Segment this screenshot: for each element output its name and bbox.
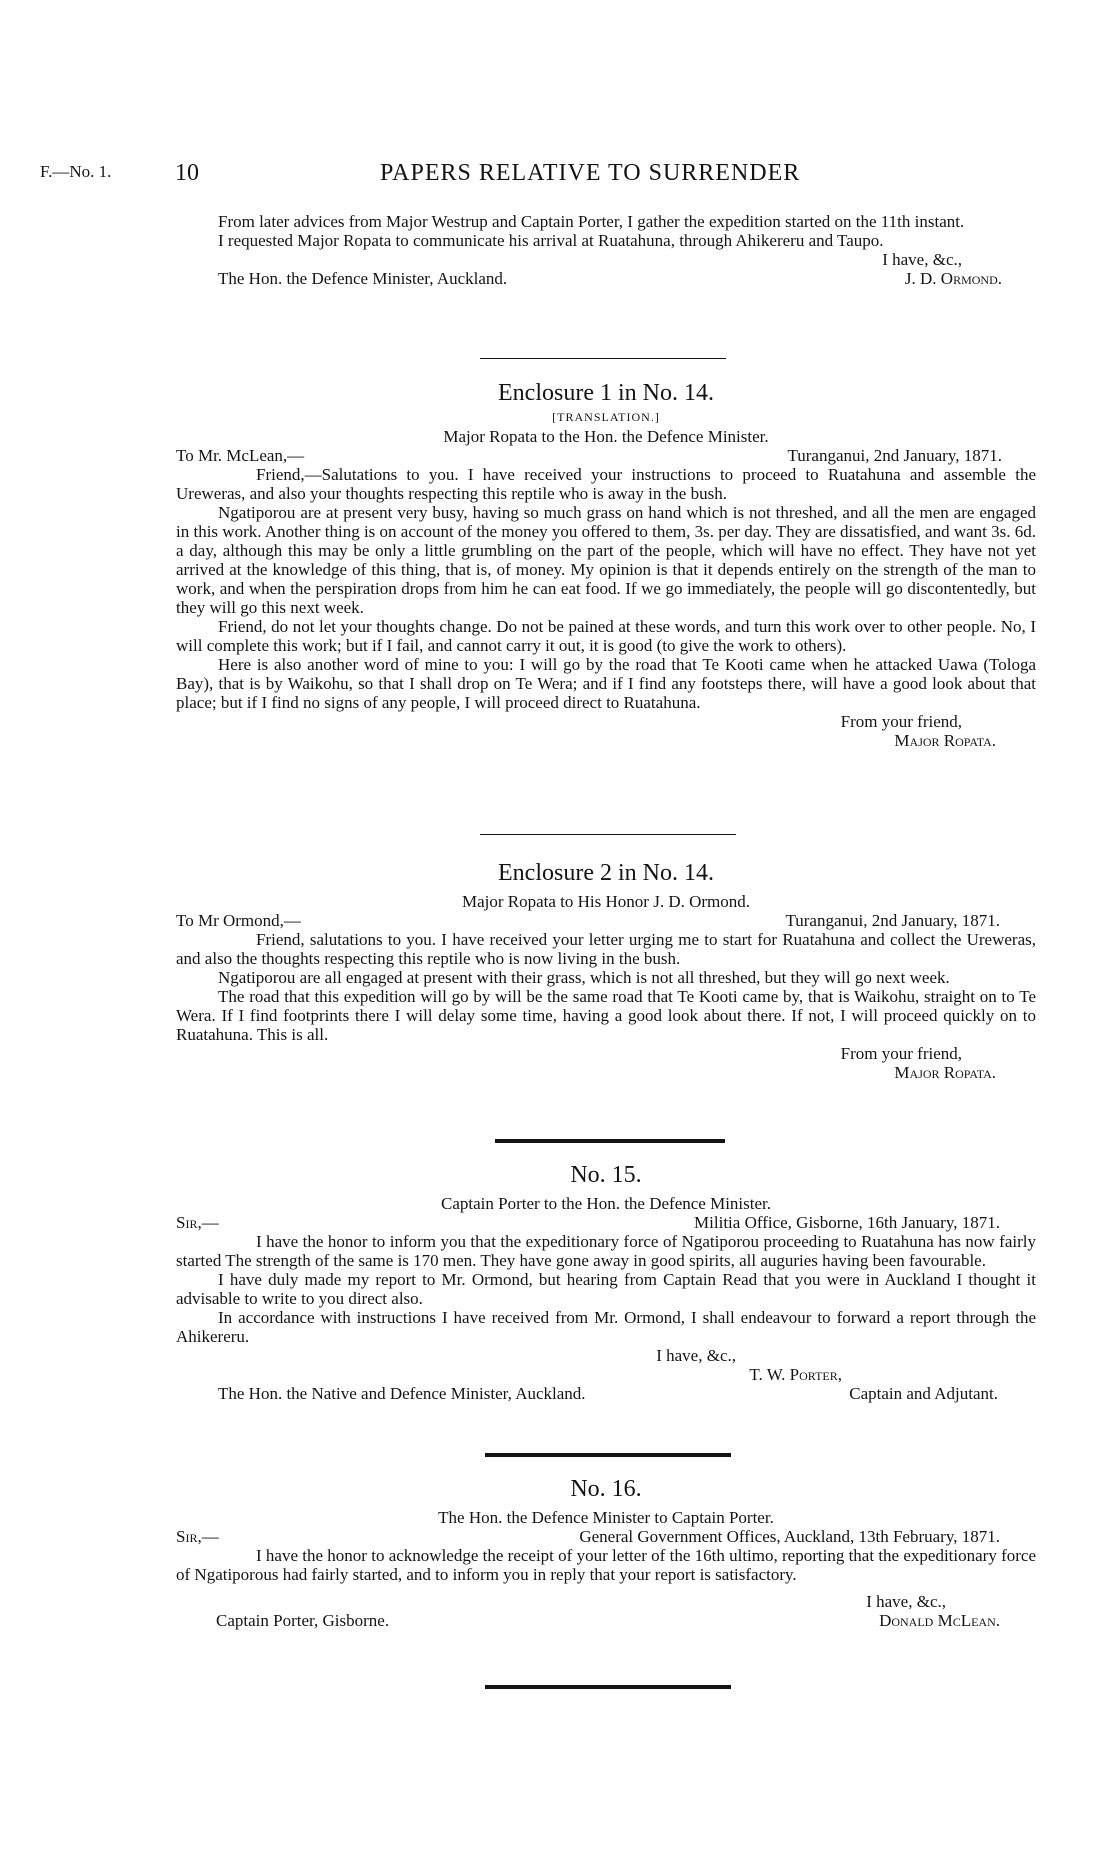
salutation: To Mr Ormond,— <box>176 911 301 930</box>
closing: I have, &c., <box>882 250 962 269</box>
letter-paragraph: I have the honor to inform you that the expeditionary force of Ngatiporou proceeding to Ruatahuna has now fairly started The strength of the same is 170 men. They have gone away in good spirits, all auguries having been favourable. <box>176 1232 1036 1270</box>
intro-paragraph: From later advices from Major Westrup and Captain Porter, I gather the expedition started on the 11th instant. <box>218 212 965 231</box>
section-subheading: Major Ropata to the Hon. the Defence Minister. <box>443 427 769 446</box>
signature: Major Ropata. <box>894 731 996 750</box>
section-heading: Enclosure 2 in No. 14. <box>498 860 714 886</box>
closing: From your friend, <box>840 712 962 731</box>
salutation-row <box>176 1527 1036 1546</box>
section-subheading: The Hon. the Defence Minister to Captain Porter. <box>438 1508 774 1527</box>
letter-paragraph: In accordance with instructions I have received from Mr. Ormond, I shall endeavour to forward a report through the Ahikereru. <box>176 1308 1036 1346</box>
addressee: The Hon. the Defence Minister, Auckland. <box>218 269 508 288</box>
intro-section <box>176 212 1036 288</box>
place-date: General Government Offices, Auckland, 13th February, 1871. <box>579 1527 1000 1546</box>
page-number: 10 <box>175 160 199 186</box>
salutation-row <box>176 446 1036 465</box>
salutation-row <box>176 1213 1036 1232</box>
signature: Major Ropata. <box>894 1063 996 1082</box>
signature: Donald McLean. <box>879 1611 1000 1630</box>
signature: T. W. Porter, <box>749 1365 842 1384</box>
section-subheading: Major Ropata to His Honor J. D. Ormond. <box>461 892 751 911</box>
letter-no-16 <box>176 1474 1036 1630</box>
letter-paragraph: The road that this expedition will go by will be the same road that Te Kooti came by, that is Waikohu, straight on to Te Wera. If I find footprints there I will delay some time, having a good look about there. If not, I will proceed quickly on to Ruatahuna. This is all. <box>176 987 1036 1044</box>
letter-paragraph: I have duly made my report to Mr. Ormond, but hearing from Captain Read that you were in Auckland I thought it advisable to write to you direct also. <box>176 1270 1036 1308</box>
section-divider <box>480 358 726 359</box>
page-title: PAPERS RELATIVE TO SURRENDER <box>380 160 801 186</box>
enclosure-2 <box>176 858 1036 1082</box>
translation-note: [TRANSLATION.] <box>552 410 660 424</box>
place-date: Turanganui, 2nd January, 1871. <box>785 911 1000 930</box>
letter-paragraph: Friend, do not let your thoughts change. Do not be pained at these words, and turn this work over to other people. No, I will complete this work; but if I fail, and cannot carry it out, it is good (to give the work to others). <box>176 617 1036 655</box>
enclosure-1 <box>176 378 1036 750</box>
section-subheading: Captain Porter to the Hon. the Defence Minister. <box>441 1194 771 1213</box>
section-divider <box>495 1139 725 1143</box>
salutation-row <box>176 911 1036 930</box>
letter-paragraph: I have the honor to acknowledge the receipt of your letter of the 16th ultimo, reporting that the expeditionary force of Ngatiporous had fairly started, and to inform you in reply that your report is satisfactory. <box>176 1546 1036 1584</box>
place-date: Militia Office, Gisborne, 16th January, 1871. <box>694 1213 1000 1232</box>
salutation: To Mr. McLean,— <box>176 446 305 465</box>
closing: From your friend, <box>840 1044 962 1063</box>
salutation: Sir,— <box>176 1213 219 1232</box>
addressee: Captain Porter, Gisborne. <box>216 1611 390 1630</box>
section-divider <box>480 834 736 835</box>
address-signature-row <box>176 269 1036 288</box>
section-heading: No. 15. <box>570 1162 642 1188</box>
section-heading: Enclosure 1 in No. 14. <box>498 380 714 406</box>
addressee: The Hon. the Native and Defence Minister, Auckland. <box>218 1384 586 1403</box>
running-header <box>0 160 1114 190</box>
letter-paragraph: Ngatiporou are at present very busy, having so much grass on hand which is not threshed, and all the men are engaged in this work. Another thing is on account of the money you offered to them, 3s. per day. They are dissatisfied, and want 3s. 6d. a day, although this may be only a little grumbling on the part of the people, which will have no effect. They have not yet arrived at the knowledge of this thing, that is, of money. My opinion is that it depends entirely on the strength of the man to work, and when the perspiration drops from him he can eat food. If we go immediately, the people will go discontentedly, but they will go this next week. <box>176 503 1036 617</box>
section-divider <box>485 1685 731 1689</box>
address-signature-row <box>176 1611 1036 1630</box>
place-date: Turanganui, 2nd January, 1871. <box>787 446 1002 465</box>
letter-paragraph: Friend, salutations to you. I have received your letter urging me to start for Ruatahuna and collect the Ureweras, and also the thoughts respecting this reptile who is now living in the bush. <box>176 930 1036 968</box>
letter-paragraph: Here is also another word of mine to you: I will go by the road that Te Kooti came when he attacked Uawa (Tologa Bay), that is by Waikohu, so that I shall drop on Te Wera; and if I find any footsteps there, will have a good look about that place; but if I find no signs of any people, I will proceed direct to Ruatahuna. <box>176 655 1036 712</box>
letter-no-15 <box>176 1160 1036 1403</box>
paper-reference: F.—No. 1. <box>40 162 112 181</box>
signatory-title: Captain and Adjutant. <box>849 1384 998 1403</box>
letter-paragraph: Friend,—Salutations to you. I have received your instructions to proceed to Ruatahuna and assemble the Ureweras, and also your thoughts respecting this reptile who is away in the bush. <box>176 465 1036 503</box>
intro-paragraph: I requested Major Ropata to communicate his arrival at Ruatahuna, through Ahikereru and Taupo. <box>218 231 884 250</box>
signature: J. D. Ormond. <box>904 269 1002 288</box>
letter-paragraph: Ngatiporou are all engaged at present with their grass, which is not all threshed, but they will go next week. <box>218 968 950 987</box>
salutation: Sir,— <box>176 1527 219 1546</box>
address-title-row <box>176 1384 1036 1403</box>
closing: I have, &c., <box>866 1592 946 1611</box>
closing: I have, &c., <box>656 1346 736 1365</box>
section-divider <box>485 1453 731 1457</box>
section-heading: No. 16. <box>570 1476 642 1502</box>
